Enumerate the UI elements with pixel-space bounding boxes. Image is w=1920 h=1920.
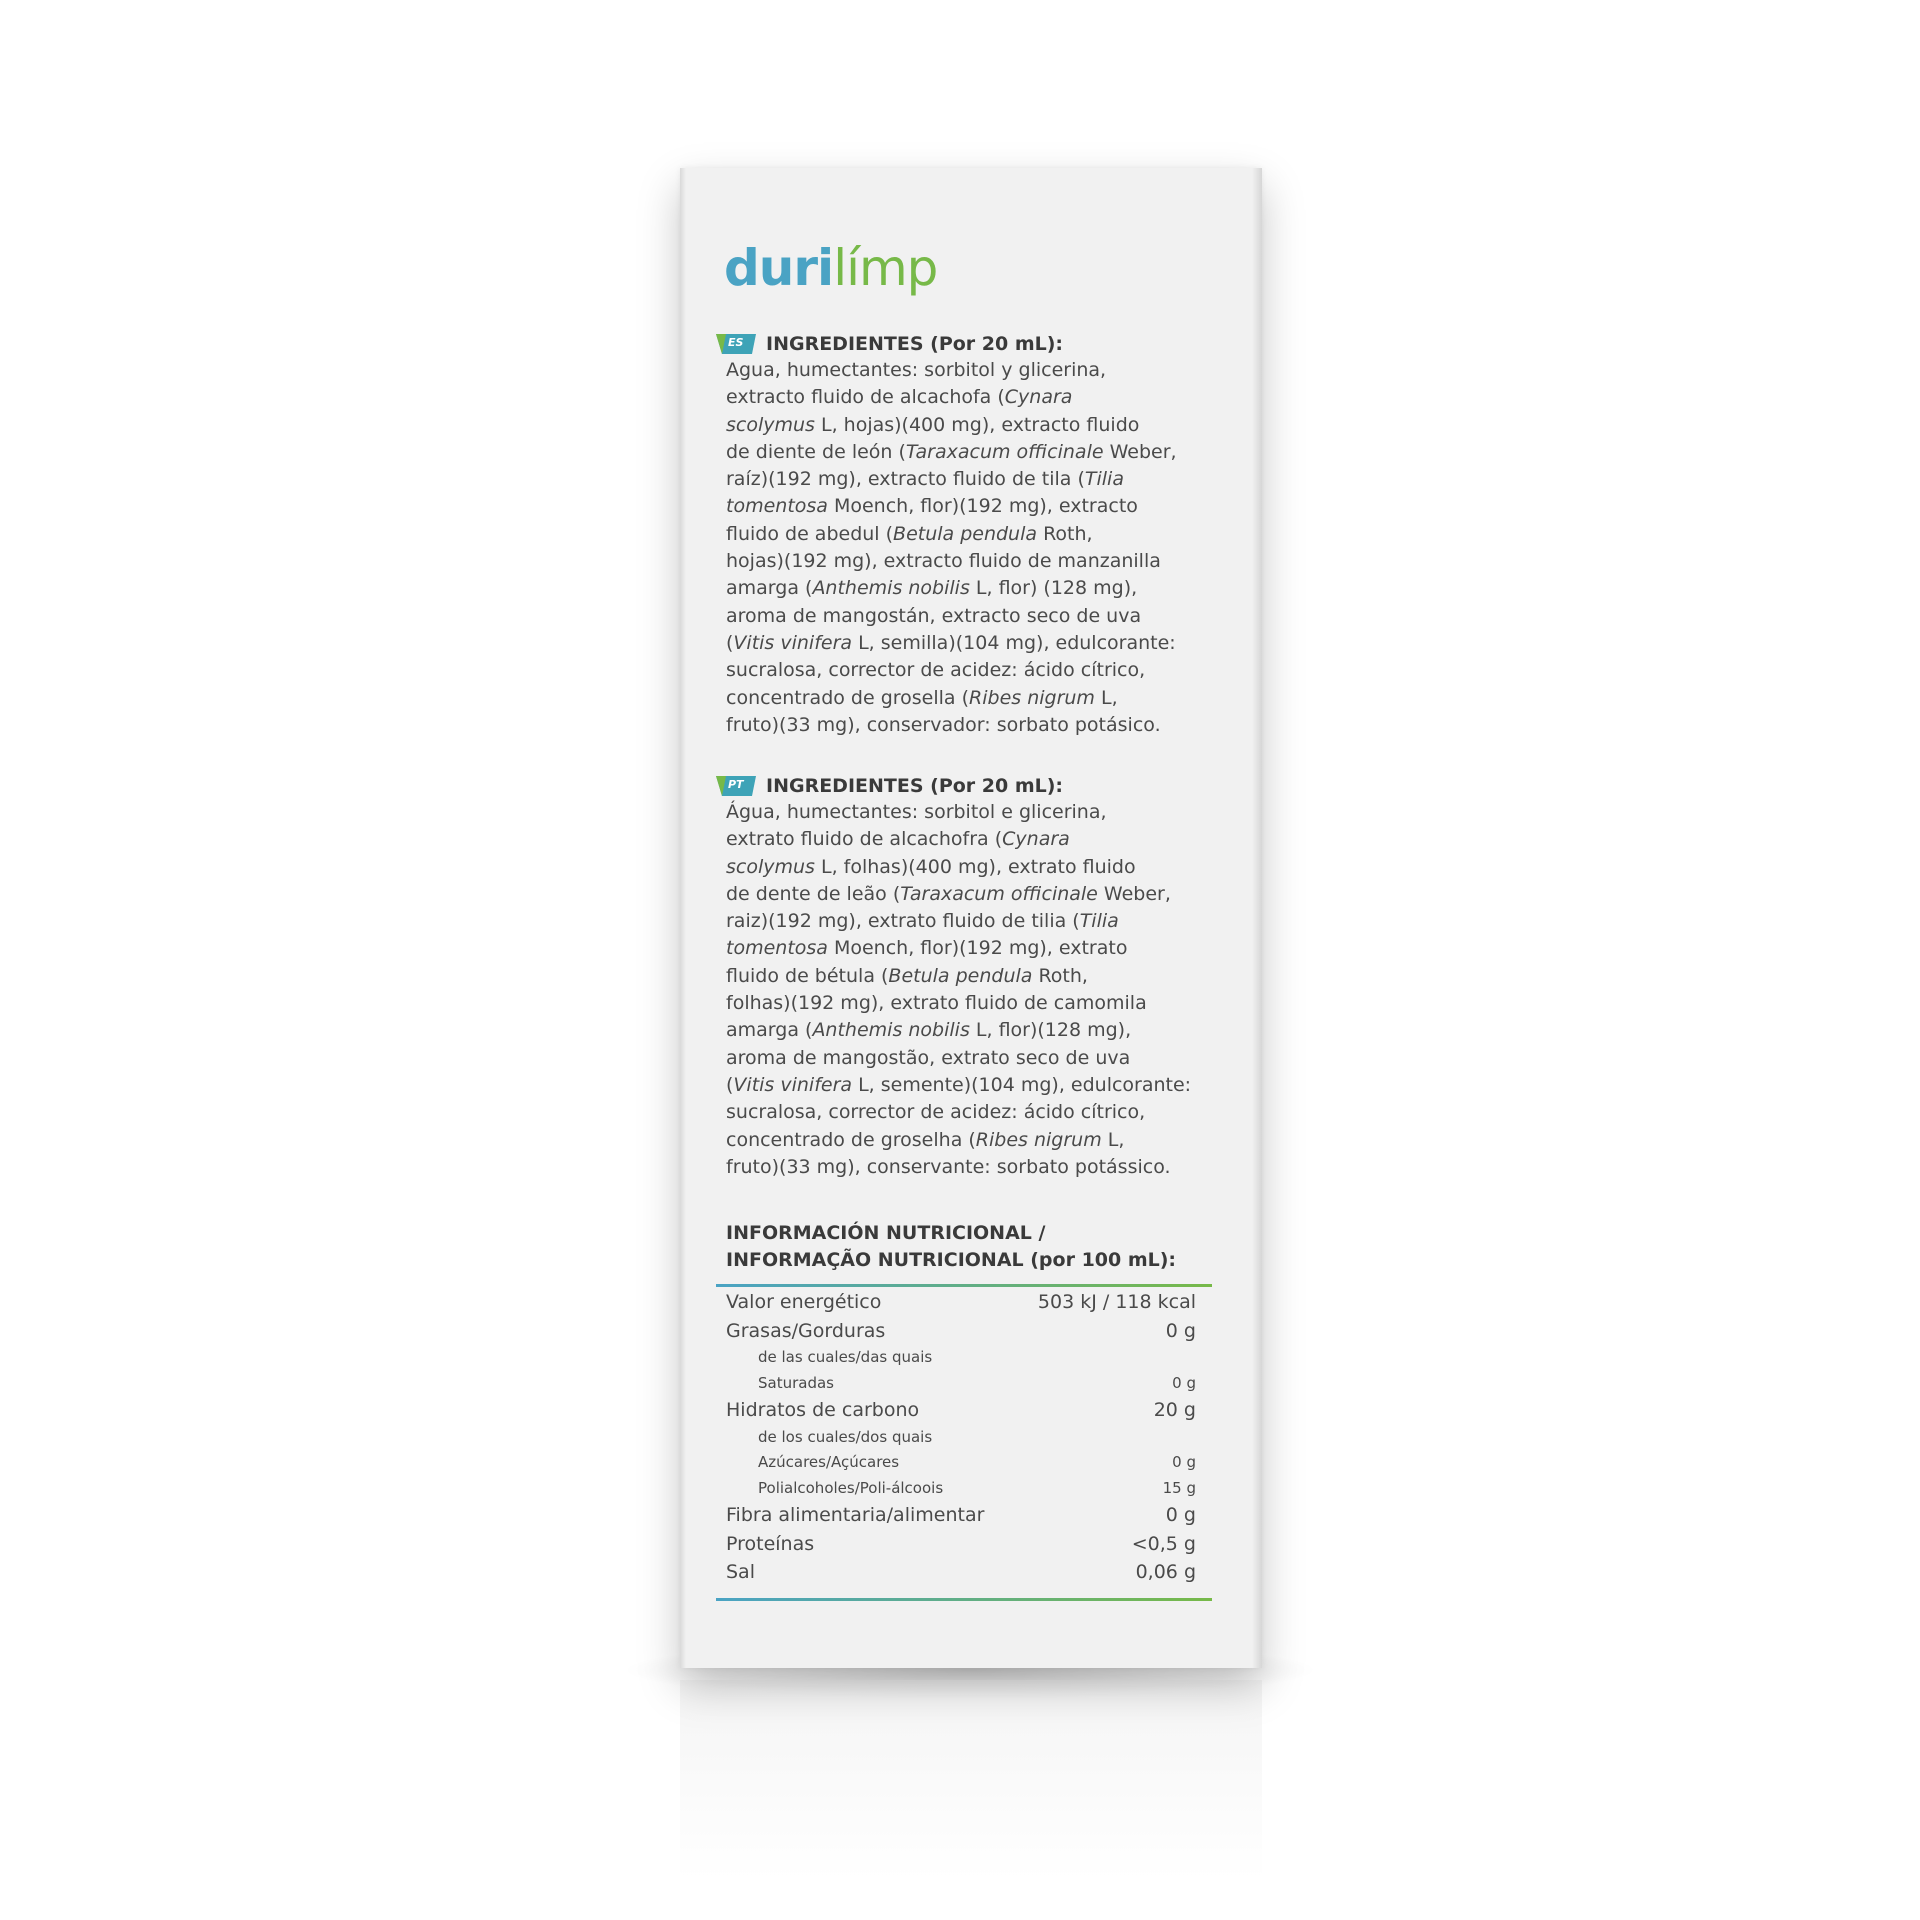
ingredient-line	[726, 603, 1246, 630]
ingredient-latin-name: Taraxacum officinale	[905, 440, 1104, 463]
nutrition-value: 20 g	[1153, 1399, 1196, 1422]
ingredient-text-run: hojas)(192 mg), extracto fluido de manzanilla	[726, 550, 1161, 573]
ingredient-line	[726, 657, 1246, 684]
ingredient-line	[726, 521, 1246, 548]
ingredient-latin-name: scolymus	[726, 855, 815, 878]
ingredient-text-run: folhas)(192 mg), extrato fluido de camomila	[726, 992, 1147, 1015]
ingredient-line	[726, 357, 1246, 384]
ingredient-text-run: (	[726, 1073, 734, 1096]
nutrition-rule-top	[716, 1284, 1212, 1287]
ingredient-text-run: L, folhas)(400 mg), extrato fluido	[814, 855, 1136, 878]
ingredient-text-run: (	[726, 631, 734, 654]
ingredient-latin-name: Vitis vinifera	[733, 1073, 853, 1096]
ingredient-text-run: fluido de bétula (	[726, 964, 889, 987]
ingredient-text-run: L, semilla)(104 mg), edulcorante:	[852, 631, 1176, 654]
ingredient-text-run: concentrado de grosella (	[726, 686, 970, 709]
ingredient-line	[726, 1127, 1246, 1154]
ingredient-line	[726, 548, 1246, 575]
nutrition-label: Saturadas	[758, 1373, 834, 1392]
language-code-pt: PT	[728, 777, 744, 791]
nutrition-row	[726, 1450, 1196, 1476]
nutrition-value: 0 g	[1165, 1319, 1196, 1342]
brand-logo-part1: duri	[724, 239, 834, 297]
ingredient-latin-name: Vitis vinifera	[733, 631, 853, 654]
ingredient-latin-name: Ribes nigrum	[969, 686, 1095, 709]
ingredient-latin-name: Anthemis nobilis	[812, 1019, 970, 1042]
ingredient-latin-name: Cynara	[1004, 386, 1073, 409]
nutrition-value: 0 g	[1172, 1453, 1196, 1472]
ingredient-text-run: Água, humectantes: sorbitol e glicerina,	[726, 801, 1107, 823]
ingredients-title-es: INGREDIENTES (Por 20 mL):	[766, 332, 1064, 355]
ingredient-line	[726, 1045, 1246, 1072]
nutrition-row	[726, 1288, 1196, 1317]
ingredient-text-run: fruto)(33 mg), conservante: sorbato potássico.	[726, 1155, 1171, 1178]
nutrition-label: Polialcoholes/Poli-álcoois	[758, 1478, 944, 1497]
ingredient-text-run: Agua, humectantes: sorbitol y glicerina,	[726, 359, 1107, 381]
nutrition-row	[726, 1371, 1196, 1397]
ingredient-line	[726, 908, 1246, 935]
brand-logo-part2: límp	[833, 239, 938, 297]
nutrition-label: de las cuales/das quais	[758, 1348, 933, 1367]
nutrition-value: 15 g	[1162, 1478, 1196, 1497]
ingredient-line	[726, 826, 1246, 853]
ingredient-latin-name: Ribes nigrum	[975, 1128, 1102, 1151]
ingredient-text-run: L,	[1094, 686, 1118, 709]
ingredient-text-run: Weber,	[1097, 882, 1171, 905]
ingredient-latin-name: scolymus	[726, 413, 815, 436]
ingredients-section-pt	[716, 772, 1246, 1181]
nutrition-label: Fibra alimentaria/alimentar	[726, 1504, 985, 1527]
ingredient-text-run: aroma de mangostão, extrato seco de uva	[726, 1046, 1131, 1069]
nutrition-row	[726, 1558, 1196, 1587]
nutrition-value: 503 kJ / 118 kcal	[1037, 1291, 1196, 1313]
ingredient-latin-name: Anthemis nobilis	[812, 577, 970, 600]
nutrition-title-line2: INFORMAÇÃO NUTRICIONAL (por 100 mL):	[726, 1249, 1177, 1271]
ingredient-line	[726, 384, 1246, 411]
ingredient-line	[726, 1099, 1246, 1126]
ingredient-line	[726, 412, 1246, 439]
ingredient-line	[726, 799, 1246, 826]
ingredient-text-run: Moench, flor)(192 mg), extrato	[827, 937, 1128, 960]
ingredient-text-run: Roth,	[1032, 964, 1088, 987]
ingredient-latin-name: Betula pendula	[888, 964, 1033, 987]
ingredients-heading-es	[716, 330, 1246, 357]
ingredient-line	[726, 466, 1246, 493]
box-edge-right	[1252, 168, 1262, 1668]
box-edge-left	[680, 168, 686, 1668]
ingredients-text-pt	[726, 799, 1246, 1181]
ingredient-text-run: amarga (	[726, 1019, 813, 1042]
nutrition-value: <0,5 g	[1131, 1532, 1196, 1555]
ingredient-text-run: extracto fluido de alcachofa (	[726, 386, 1005, 409]
ingredients-section-es	[716, 330, 1246, 739]
nutrition-label: Grasas/Gorduras	[726, 1319, 886, 1342]
ingredient-line	[726, 854, 1246, 881]
nutrition-row	[726, 1501, 1196, 1530]
nutrition-row	[726, 1425, 1196, 1451]
nutrition-value: 0,06 g	[1135, 1561, 1196, 1584]
ingredients-title-pt: INGREDIENTES (Por 20 mL):	[766, 774, 1064, 797]
ingredient-text-run: fruto)(33 mg), conservador: sorbato potásico.	[726, 713, 1161, 736]
ingredient-text-run: Roth,	[1037, 522, 1093, 545]
nutrition-row	[726, 1396, 1196, 1425]
nutrition-label: Sal	[726, 1561, 755, 1584]
ingredient-line	[726, 493, 1246, 520]
ingredient-line	[726, 630, 1246, 657]
ingredient-line	[726, 990, 1246, 1017]
nutrition-label: Valor energético	[726, 1291, 882, 1313]
nutrition-label: de los cuales/dos quais	[758, 1427, 933, 1446]
nutrition-title	[726, 1220, 1176, 1274]
ingredient-line	[726, 1154, 1246, 1181]
ingredient-text-run: L, flor)(128 mg),	[969, 1019, 1132, 1042]
ingredients-heading-pt	[716, 772, 1246, 799]
nutrition-table	[726, 1288, 1196, 1587]
ingredient-line	[726, 881, 1246, 908]
ingredient-text-run: Weber,	[1103, 440, 1177, 463]
nutrition-row	[726, 1476, 1196, 1502]
ingredient-text-run: extrato fluido de alcachofra (	[726, 828, 1003, 851]
ingredient-line	[726, 439, 1246, 466]
language-flag-icon	[716, 776, 758, 796]
ingredient-line	[726, 1017, 1246, 1044]
ingredient-text-run: aroma de mangostán, extracto seco de uva	[726, 604, 1142, 627]
brand-logo	[724, 238, 937, 298]
ingredient-latin-name: Taraxacum officinale	[900, 882, 1098, 905]
ingredient-line	[726, 685, 1246, 712]
ingredient-text-run: amarga (	[726, 577, 813, 600]
ingredient-text-run: de dente de leão (	[726, 882, 901, 905]
nutrition-row	[726, 1317, 1196, 1346]
ingredient-text-run: L, flor) (128 mg),	[969, 577, 1138, 600]
ingredient-latin-name: Tilia	[1084, 468, 1124, 491]
ingredient-text-run: raíz)(192 mg), extracto fluido de tila (	[726, 468, 1085, 491]
nutrition-value: 0 g	[1172, 1373, 1196, 1392]
ingredient-text-run: de diente de león (	[726, 440, 906, 463]
ingredient-line	[726, 963, 1246, 990]
nutrition-label: Azúcares/Açúcares	[758, 1453, 900, 1472]
ingredient-text-run: L, semente)(104 mg), edulcorante:	[852, 1073, 1192, 1096]
ingredients-text-es	[726, 357, 1246, 739]
ingredient-line	[726, 935, 1246, 962]
nutrition-label: Proteínas	[726, 1532, 815, 1555]
nutrition-value: 0 g	[1165, 1504, 1196, 1527]
ingredient-text-run: sucralosa, corrector de acidez: ácido cítrico,	[726, 1101, 1146, 1124]
ingredient-line	[726, 1072, 1246, 1099]
language-code-es: ES	[728, 335, 744, 349]
nutrition-rule-bottom	[716, 1598, 1212, 1601]
nutrition-row	[726, 1345, 1196, 1371]
ingredient-text-run: L,	[1101, 1128, 1125, 1151]
nutrition-row	[726, 1530, 1196, 1559]
ingredient-text-run: concentrado de groselha (	[726, 1128, 976, 1151]
ingredient-text-run: fluido de abedul (	[726, 522, 894, 545]
ingredient-latin-name: tomentosa	[726, 937, 828, 960]
ingredient-latin-name: Tilia	[1079, 910, 1119, 933]
ingredient-latin-name: Betula pendula	[893, 522, 1038, 545]
nutrition-title-line1: INFORMACIÓN NUTRICIONAL /	[726, 1222, 1046, 1244]
ingredient-text-run: sucralosa, corrector de acidez: ácido cítrico,	[726, 659, 1146, 682]
ingredient-line	[726, 575, 1246, 602]
product-box-side-panel	[680, 168, 1262, 1668]
box-reflection	[680, 1680, 1262, 1880]
ingredient-latin-name: tomentosa	[726, 495, 828, 518]
language-flag-icon	[716, 334, 758, 354]
ingredient-text-run: raiz)(192 mg), extrato fluido de tilia (	[726, 910, 1080, 933]
ingredient-latin-name: Cynara	[1002, 828, 1070, 851]
ingredient-text-run: L, hojas)(400 mg), extracto fluido	[814, 413, 1140, 436]
ingredient-line	[726, 712, 1246, 739]
nutrition-label: Hidratos de carbono	[726, 1399, 920, 1422]
ingredient-text-run: Moench, flor)(192 mg), extracto	[827, 495, 1138, 518]
